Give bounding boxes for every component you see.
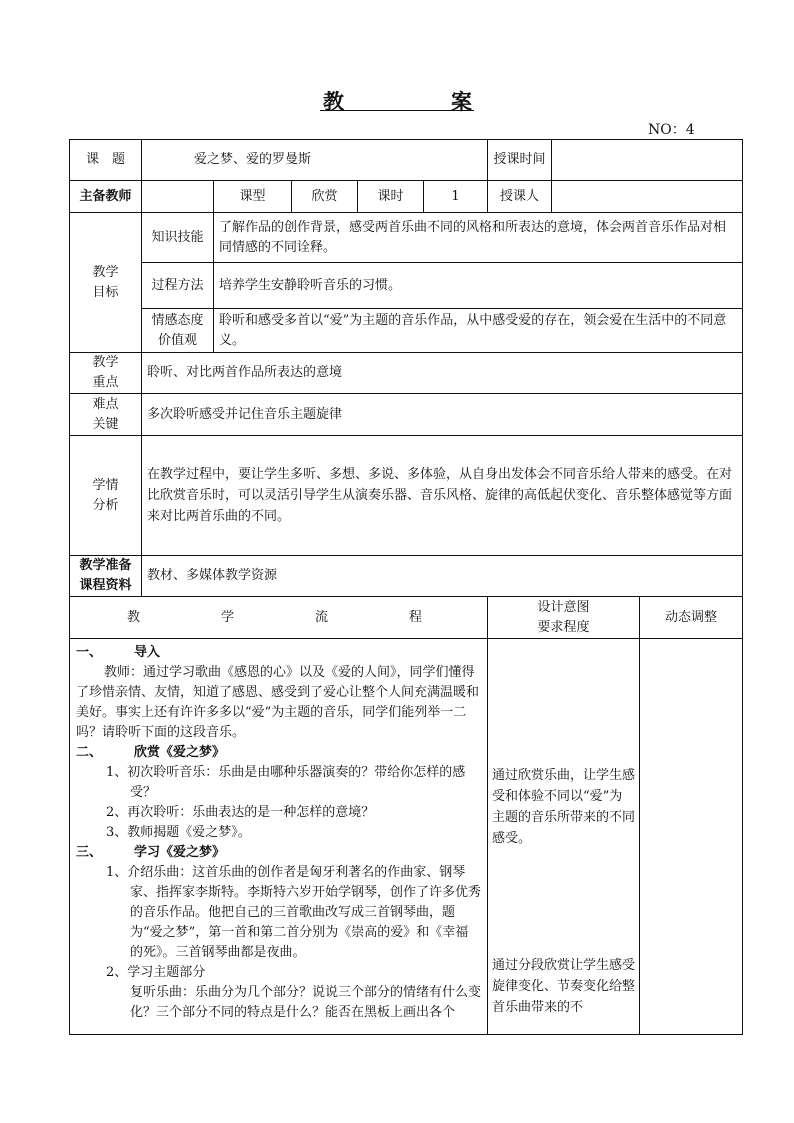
- section-3-heading: [76, 843, 481, 863]
- prep-label: [70, 556, 142, 597]
- section-2-item-1: 1、初次聆听音乐：乐曲是由哪种乐器演奏的？带给你怎样的感受？: [106, 765, 466, 800]
- goal-attitude-label-line1: 情感态度: [151, 312, 204, 328]
- hours-value: 1: [424, 181, 488, 213]
- design-note-1: 通过欣赏乐曲，让学生感受和体验不同以“爱”为主题的音乐所带来的不同感受。: [492, 768, 636, 846]
- section-1-number: 一、: [76, 645, 103, 660]
- section-1-title: 导入: [134, 645, 161, 660]
- analysis-label-line2: 分析: [92, 497, 119, 513]
- goal-process-text: 培养学生安静聆听音乐的习惯。: [214, 263, 743, 309]
- adjust-header: 动态调整: [640, 597, 743, 639]
- section-1-text: 教师：通过学习歌曲《感恩的心》以及《爱的人间》，同学们懂得了珍惜亲情、友情，知道了感恩、感受到了爱心让整个人间充满温暖和美好。事实上还有许许多多以“爱”为主题的音乐，同学们能列举一二吗？请聆听下面的这段音乐。: [76, 665, 480, 740]
- time-value: [552, 140, 743, 181]
- section-3-sub-text: 复听乐曲：乐曲分为几个部分？说说三个部分的情绪有什么变化？三个部分不同的特点是什么？能否在黑板上画出各个: [130, 985, 482, 1020]
- prep-text: 教材、多媒体教学资源: [142, 556, 743, 597]
- goals-label-line2: 目标: [92, 284, 119, 300]
- goal-attitude-label: [142, 309, 214, 353]
- design-note-2: 通过分段欣赏让学生感受旋律变化、节奏变化给整首乐曲带来的不: [492, 958, 636, 1015]
- lecturer-label: 授课人: [488, 181, 552, 213]
- goal-process-label: 过程方法: [142, 263, 214, 309]
- goal-knowledge-label: 知识技能: [142, 213, 214, 263]
- design-notes: [488, 639, 640, 1035]
- section-2-item-2: 2、再次聆听：乐曲表达的是一种怎样的意境？: [106, 805, 375, 820]
- design-header-line2: 要求程度: [537, 619, 590, 635]
- goals-label: [70, 213, 142, 353]
- title-underline: [320, 110, 474, 111]
- difficulty-label: [70, 394, 142, 436]
- lesson-value: 爱之梦、爱的罗曼斯: [142, 140, 488, 181]
- time-label: 授课时间: [488, 140, 552, 181]
- analysis-label-line1: 学情: [92, 477, 119, 493]
- teacher-label: 主备教师: [70, 181, 142, 213]
- lesson-label: 课 题: [70, 140, 142, 181]
- section-3-item-2: 2、学习主题部分: [106, 965, 206, 980]
- type-label: 课型: [214, 181, 292, 213]
- difficulty-label-line1: 难点: [92, 396, 119, 412]
- section-3-title: 学习《爱之梦》: [134, 845, 226, 860]
- lesson-plan-table: [69, 139, 743, 1035]
- flow-header-char-4: 程: [409, 609, 423, 625]
- section-2-title: 欣赏《爱之梦》: [134, 745, 226, 760]
- section-2-heading: [76, 743, 481, 763]
- goal-attitude-label-line2: 价值观: [157, 332, 197, 348]
- title-char-1: 教: [323, 89, 344, 114]
- analysis-text: 在教学过程中，要让学生多听、多想、多说、多体验，从自身出发体会不同音乐给人带来的感受。在对比欣赏音乐时，可以灵活引导学生从演奏乐器、音乐风格、旋律的高低起伏变化、音乐整体感觉等方面来对比两首乐曲的不同。: [142, 436, 743, 556]
- document-number: NO：4: [648, 122, 695, 138]
- section-3-number: 三、: [76, 845, 103, 860]
- hours-label: 课时: [358, 181, 424, 213]
- focus-text: 聆听、对比两首作品所表达的意境: [142, 353, 743, 394]
- design-header-line1: 设计意图: [537, 599, 590, 615]
- type-value: 欣赏: [292, 181, 358, 213]
- focus-label-line2: 重点: [92, 375, 119, 390]
- goal-knowledge-text: 了解作品的创作背景，感受两首乐曲不同的风格和所表达的意境，体会两首音乐作品对相同情感的不同诠释。: [214, 213, 743, 263]
- prep-label-line2: 课程资料: [79, 578, 132, 593]
- goals-label-line1: 教学: [92, 264, 119, 280]
- goal-attitude-text: 聆听和感受多首以“爱”为主题的音乐作品，从中感受爱的存在，领会爱在生活中的不同意义。: [214, 309, 743, 353]
- difficulty-text: 多次聆听感受并记住音乐主题旋律: [142, 394, 743, 436]
- lecturer-value: [552, 181, 743, 213]
- section-1-heading: [76, 643, 481, 663]
- process-content: [70, 639, 488, 1035]
- flow-header-char-2: 学: [221, 609, 235, 625]
- design-notes-spacer: [492, 639, 635, 765]
- adjust-cell: [640, 639, 743, 1035]
- flow-header-char-3: 流: [315, 609, 329, 625]
- title-char-2: 案: [451, 89, 472, 114]
- section-3-item-1: 1、介绍乐曲：这首乐曲的创作者是匈牙利著名的作曲家、钢琴家、指挥家李斯特。李斯特六岁开始学钢琴，创作了许多优秀的音乐作品。他把自己的三首歌曲改写成三首钢琴曲，题为“爱之梦”，第一首和第二首分别为《崇高的爱》和《幸福的死》。三首钢琴曲都是夜曲。: [106, 865, 482, 960]
- design-header: [488, 597, 640, 639]
- analysis-label: [70, 436, 142, 556]
- section-2-item-3: 3、教师揭题《爱之梦》。: [106, 825, 251, 840]
- focus-label-line1: 教学: [92, 355, 119, 370]
- section-2-number: 二、: [76, 745, 103, 760]
- prep-label-line1: 教学准备: [79, 558, 132, 573]
- flow-header-char-1: 教: [127, 609, 141, 625]
- flow-header: [70, 597, 488, 639]
- difficulty-label-line2: 关键: [92, 416, 119, 432]
- teacher-value: [142, 181, 214, 213]
- focus-label: [70, 353, 142, 394]
